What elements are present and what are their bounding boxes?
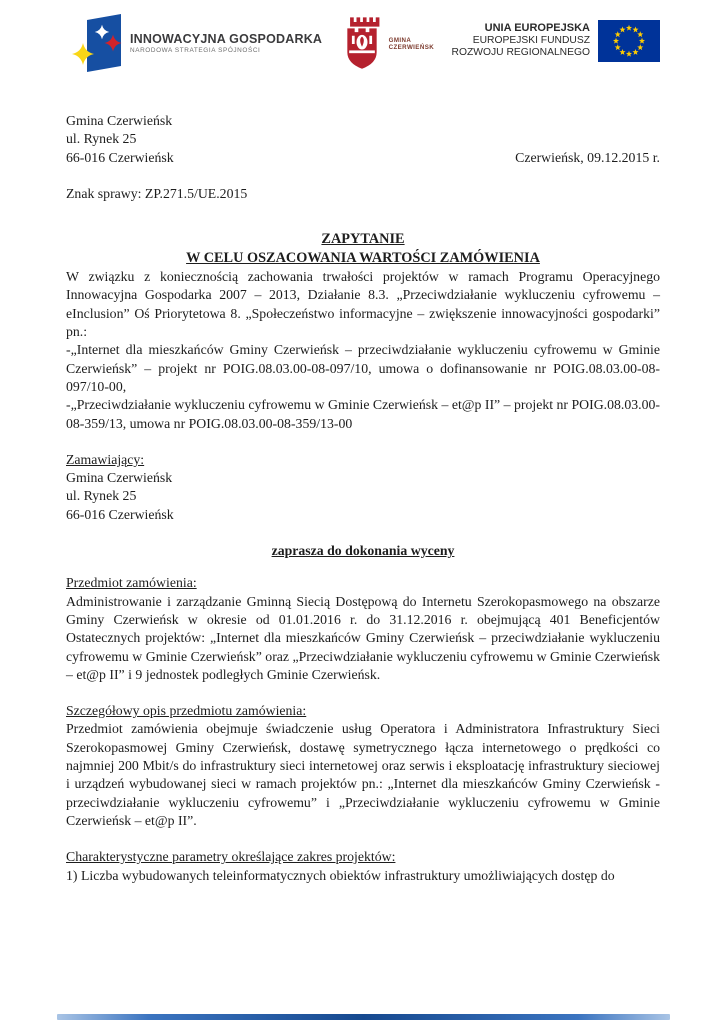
document-title-line1: ZAPYTANIE bbox=[321, 231, 405, 248]
eu-flag-icon bbox=[598, 20, 660, 62]
poig-logo-subtitle: NARODOWA STRATEGIA SPÓJNOŚCI bbox=[130, 46, 261, 54]
buyer-heading: Zamawiający: bbox=[66, 451, 145, 467]
gmina-crest-line1: GMINA bbox=[388, 36, 412, 44]
eu-logo bbox=[452, 20, 660, 62]
buyer-name: Gmina Czerwieńsk bbox=[66, 470, 173, 486]
poig-logo bbox=[66, 10, 322, 76]
details-paragraph: Przedmiot zamówienia obejmuje świadczenie usług Operatora i Administratora Infrastruktury Sieci Szerokopasmowej Gminy Czerwieńsk, dostawę symetrycznego łącza internetowego o prędkości co najmniej 200 Mbit/s do infrastruktury sieci internetowej oraz serwis i eksploatację infrastruktury sieciowej i urządzeń wybudowanej sieci w ramach projektów pn.: „Internet dla mieszkańców Gminy Czerwieńsk - przeciwdziałanie wykluczeniu cyfrowemu” i „Przeciwdziałanie wykluczeniu cyfrowemu w Gminie Czerwieńsk – et@p II”. bbox=[66, 721, 660, 828]
poig-flag-icon bbox=[66, 10, 124, 76]
eu-logo-text bbox=[452, 22, 590, 60]
subject-heading: Przedmiot zamówienia: bbox=[66, 575, 197, 591]
gmina-crest-text bbox=[389, 37, 434, 52]
poig-logo-title: INNOWACYJNA GOSPODARKA bbox=[130, 31, 323, 46]
invitation-line: zaprasza do dokonania wyceny bbox=[271, 543, 455, 559]
subject-paragraph: Administrowanie i zarządzanie Gminną Siecią Dostępową do Internetu Szerokopasmowego na obszarze Gminy Czerwieńsk w okresie od 01.01.2016 r. do 31.12.2016 r. obejmującą 401 Beneficjentów Ostatecznych projektów: „Internet dla mieszkańców Gminy Czerwieńsk – przeciwdziałanie wykluczeniu cyfrowemu w Gminie Czerwieńsk” oraz „Przeciwdziałanie wykluczeniu cyfrowemu w Gminie Czerwieńsk – et@p II” i 9 jednostek podległych Gminie Czerwieńsk. bbox=[66, 593, 660, 682]
gmina-crest-line2: CZERWIEŃSK bbox=[388, 44, 435, 51]
poig-logo-text bbox=[130, 32, 322, 55]
buyer-city: 66-016 Czerwieńsk bbox=[66, 506, 174, 522]
eu-logo-line2: EUROPEJSKI FUNDUSZ bbox=[472, 34, 590, 46]
details-heading: Szczegółowy opis przedmiotu zamówienia: bbox=[66, 703, 307, 719]
sender-block bbox=[66, 112, 660, 167]
parameters-heading: Charakterystyczne parametry określające zakres projektów: bbox=[66, 849, 396, 865]
eu-logo-line3: ROZWOJU REGIONALNEGO bbox=[451, 47, 590, 59]
document-title-line2: W CELU OSZACOWANIA WARTOŚCI ZAMÓWIENIA bbox=[186, 250, 540, 267]
header-logos bbox=[66, 10, 660, 80]
sender-name: Gmina Czerwieńsk bbox=[66, 113, 173, 128]
buyer-street: ul. Rynek 25 bbox=[66, 488, 137, 504]
gmina-crest-logo bbox=[340, 12, 434, 76]
gmina-czerwiensk-crest-icon bbox=[340, 12, 384, 76]
document-title bbox=[66, 230, 660, 268]
sender-street: ul. Rynek 25 bbox=[66, 131, 137, 147]
date-line: Czerwieńsk, 09.12.2015 r. bbox=[515, 149, 660, 165]
case-number: Znak sprawy: ZP.271.5/UE.2015 bbox=[66, 185, 248, 201]
buyer-block bbox=[66, 451, 660, 524]
sender-city: 66-016 Czerwieńsk bbox=[66, 149, 174, 165]
parameters-item-1: 1) Liczba wybudowanych teleinformatycznych obiektów infrastruktury umożliwiających dostęp do bbox=[66, 867, 615, 883]
eu-logo-line1: UNIA EUROPEJSKA bbox=[484, 22, 590, 35]
project-item-1: -„Internet dla mieszkańców Gminy Czerwieńsk – przeciwdziałanie wykluczeniu cyfrowemu w Gminie Czerwieńsk” – projekt nr POIG.08.03.00-08-097/10, umowa o dofinansowanie nr POIG.08.03.00-08-097/10-00, bbox=[66, 342, 660, 394]
intro-paragraph: W związku z koniecznością zachowania trwałości projektów w ramach Programu Operacyjnego Innowacyjna Gospodarka 2007 – 2013, Działanie 8.3. „Przeciwdziałanie wykluczeniu cyfrowemu – eInclusion” Oś Priorytetowa 8. „Społeczeństwo informacyjne – zwiększenie innowacyjności gospodarki” pn.: bbox=[66, 269, 660, 340]
footer-divider-bar bbox=[57, 1014, 670, 1020]
project-item-2: -„Przeciwdziałanie wykluczeniu cyfrowemu w Gminie Czerwieńsk – et@p II” – projekt nr POIG.08.03.00-08-359/13, umowa nr POIG.08.03.00-08-359/13-00 bbox=[66, 397, 660, 431]
